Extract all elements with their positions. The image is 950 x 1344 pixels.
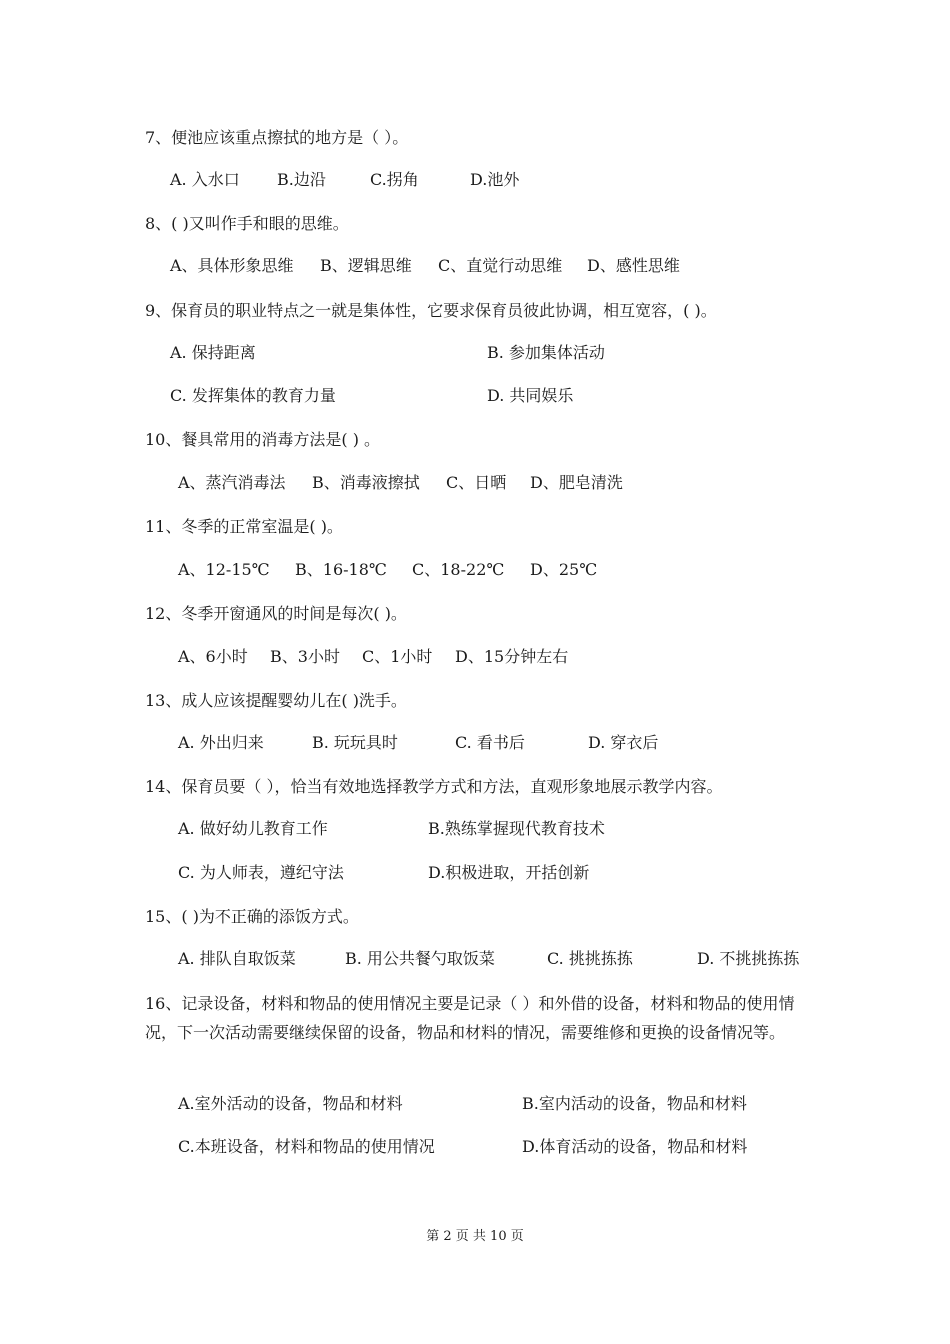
option-b: B.边沿 [277, 170, 326, 189]
option-c: C、日晒 [446, 473, 507, 492]
options-row [0, 731, 950, 755]
option-d: D. 共同娱乐 [487, 386, 574, 405]
option-c: C.拐角 [370, 170, 419, 189]
option-d: D、感性思维 [587, 256, 680, 275]
option-d: D、15分钟左右 [455, 647, 569, 666]
options-row [0, 471, 950, 495]
option-b: B、消毒液擦拭 [312, 473, 420, 492]
options-row [0, 341, 950, 365]
option-b: B.熟练掌握现代教育技术 [428, 819, 605, 838]
option-d: D.池外 [470, 170, 520, 189]
option-a: A. 保持距离 [170, 343, 256, 362]
options-row [0, 1135, 950, 1159]
option-d: D、25℃ [530, 560, 598, 579]
question-11: 11、冬季的正常室温是( )。 [145, 517, 343, 536]
option-a: A. 外出归来 [178, 733, 264, 752]
options-row [0, 645, 950, 669]
options-row [0, 861, 950, 885]
question-10: 10、餐具常用的消毒方法是( ) 。 [145, 430, 381, 449]
question-12: 12、冬季开窗通风的时间是每次( )。 [145, 604, 407, 623]
question-15: 15、( )为不正确的添饭方式。 [145, 907, 359, 926]
option-c: C. 挑挑拣拣 [547, 949, 633, 968]
question-16: 16、记录设备，材料和物品的使用情况主要是记录（ ）和外借的设备，材料和物品的使用情况，下一次活动需要继续保留的设备，物品和材料的情况，需要维修和更换的设备情况等。 [145, 994, 795, 1042]
options-row [0, 254, 950, 278]
options-row [0, 384, 950, 408]
option-d: D. 穿衣后 [588, 733, 659, 752]
question-9: 9、保育员的职业特点之一就是集体性，它要求保育员彼此协调，相互宽容，( )。 [145, 301, 717, 320]
option-b: B.室内活动的设备，物品和材料 [522, 1094, 747, 1113]
option-c: C. 为人师表，遵纪守法 [178, 863, 344, 882]
option-a: A、具体形象思维 [170, 256, 294, 275]
question-14: 14、保育员要（ ），恰当有效地选择教学方式和方法，直观形象地展示教学内容。 [145, 777, 723, 796]
option-b: B. 玩玩具时 [312, 733, 398, 752]
options-row [0, 817, 950, 841]
options-row [0, 1092, 950, 1116]
option-d: D.体育活动的设备，物品和材料 [522, 1137, 748, 1156]
option-d: D.积极进取，开括创新 [428, 863, 590, 882]
option-a: A. 做好幼儿教育工作 [178, 819, 328, 838]
option-b: B. 用公共餐勺取饭菜 [345, 949, 495, 968]
option-d: D、肥皂清洗 [530, 473, 623, 492]
option-b: B、3小时 [270, 647, 340, 666]
option-b: B、16-18℃ [295, 560, 387, 579]
options-row [0, 168, 950, 192]
option-d: D. 不挑挑拣拣 [697, 949, 800, 968]
option-a: A. 入水口 [170, 170, 240, 189]
option-a: A.室外活动的设备，物品和材料 [178, 1094, 403, 1113]
question-8: 8、( )又叫作手和眼的思维。 [145, 214, 349, 233]
option-a: A. 排队自取饭菜 [178, 949, 296, 968]
options-row [0, 947, 950, 971]
options-row [0, 558, 950, 582]
option-b: B. 参加集体活动 [487, 343, 605, 362]
option-c: C、1小时 [362, 647, 433, 666]
question-13: 13、成人应该提醒婴幼儿在( )洗手。 [145, 691, 407, 710]
option-a: A、12-15℃ [178, 560, 270, 579]
option-c: C.本班设备，材料和物品的使用情况 [178, 1137, 435, 1156]
option-c: C、直觉行动思维 [438, 256, 563, 275]
question-7: 7、便池应该重点擦拭的地方是（ ）。 [145, 128, 409, 147]
option-a: A、蒸汽消毒法 [178, 473, 286, 492]
option-a: A、6小时 [178, 647, 248, 666]
page-number-footer: 第 2 页 共 10 页 [426, 1229, 524, 1244]
option-c: C. 看书后 [455, 733, 525, 752]
option-c: C、18-22℃ [412, 560, 505, 579]
option-b: B、逻辑思维 [320, 256, 412, 275]
option-c: C. 发挥集体的教育力量 [170, 386, 336, 405]
